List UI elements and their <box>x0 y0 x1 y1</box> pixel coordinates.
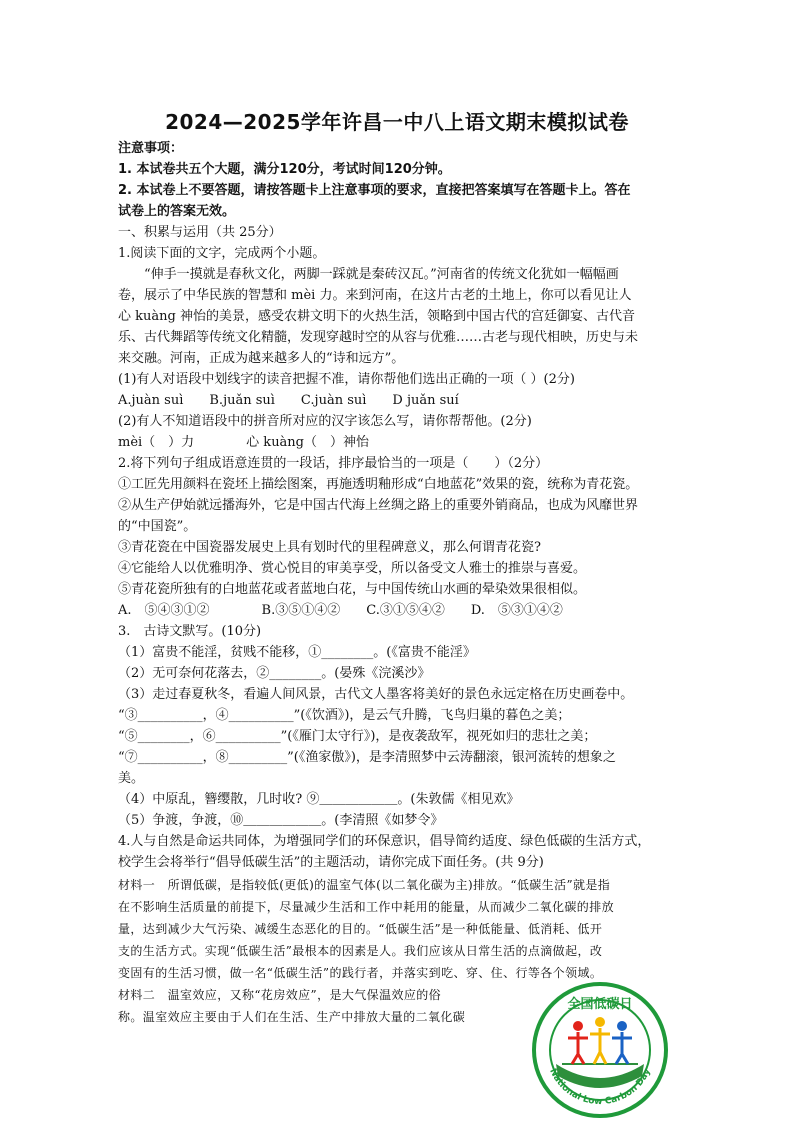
q1-passage-line: 卷，展示了中华民族的智慧和 mèi 力。来到河南，在这片古老的土地上，你可以看见让人 <box>118 288 632 303</box>
q2-options: A. ⑤④③①② B.③⑤①④② C.③①⑤④② D. ⑤③①④② <box>118 603 563 618</box>
q2-sentence: ③青花瓷在中国瓷器发展史上具有划时代的里程碑意义，那么何谓青花瓷? <box>118 540 541 555</box>
q3-line: （1）富贵不能淫，贫贱不能移，①________。(《富贵不能淫》 <box>118 645 476 660</box>
q3-line: 美。 <box>118 771 145 786</box>
q1-sub1: (1)有人对语段中划线字的读音把握不准，请你帮他们选出正确的一项（ ）(2分) <box>118 372 575 387</box>
q1-sub2-blanks: mèi（ ）力 心 kuàng（ ）神怡 <box>118 435 370 450</box>
notice-item-2: 2. 本试卷上不要答题，请按答题卡上注意事项的要求，直接把答案填写在答题卡上。答在 <box>118 183 631 198</box>
q3-line: （3）走过春夏秋冬，看遍人间风景，古代文人墨客将美好的景色永远定格在历史画卷中。 <box>118 687 634 702</box>
low-carbon-day-logo-icon <box>518 980 682 1120</box>
q3-line: （2）无可奈何花落去，②________。(晏殊《浣溪沙》 <box>118 666 431 681</box>
q1-passage-line: 乐、古代舞蹈等传统文化精髓，发现穿越时空的从容与优雅……古老与现代相映，历史与未 <box>118 330 639 345</box>
q3-line: （5）争渡，争渡，⑩＿＿＿＿＿＿。(李清照《如梦令》 <box>118 813 444 828</box>
notice-item-1: 1. 本试卷共五个大题，满分120分，考试时间120分钟。 <box>118 162 451 177</box>
q4-stem: 4.人与自然是命运共同体，为增强同学们的环保意识，倡导简约适度、绿色低碳的生活方式， <box>118 834 651 849</box>
q1-sub2: (2)有人不知道语段中的拼音所对应的汉字该怎么写，请你帮帮他。(2分) <box>118 414 532 429</box>
q1-passage-line: 心 kuàng 神怡的美景，感受农耕文明下的火热生活，领略到中国古代的宫廷御宴、古代音 <box>118 309 635 324</box>
q3-line: “⑦__________，⑧_________”(《渔家傲》)，是李清照梦中云涛翻滚，银河流转的想象之 <box>118 750 616 765</box>
page-title: 2024—2025学年许昌一中八上语文期末模拟试卷 <box>165 110 629 134</box>
q3-stem: 3. 古诗文默写。(10分) <box>118 624 262 639</box>
q1-sub1-options: A.juàn suì B.juǎn suì C.juàn suì D juǎn suí <box>118 393 459 408</box>
q1-stem: 1.阅读下面的文字，完成两个小题。 <box>118 246 326 261</box>
material-2-line: 称。温室效应主要由于人们在生活、生产中排放大量的二氧化碳 <box>118 1010 466 1024</box>
q2-stem: 2.将下列句子组成语意连贯的一段话，排序最恰当的一项是（ ）（2分） <box>118 456 549 471</box>
notice-item-2-cont: 试卷上的答案无效。 <box>118 204 236 219</box>
q2-sentence: ④它能给人以优雅明净、赏心悦目的审美享受，所以备受文人雅士的推崇与喜爱。 <box>118 561 587 576</box>
logo-top-text: 全国低碳日 <box>567 997 633 1012</box>
material-1-line: 变固有的生活习惯，做一名“低碳生活”的践行者，并落实到吃、穿、住、行等各个领域。 <box>118 966 603 980</box>
q2-sentence: ①工匠先用颜料在瓷坯上描绘图案，再施透明釉形成“白地蓝花”效果的瓷，统称为青花瓷。 <box>118 477 639 492</box>
q1-passage-line: 来交融。河南，正成为越来越多人的“诗和远方”。 <box>118 351 405 366</box>
material-1-line: 量，达到减少大气污染、减缓生态恶化的目的。“低碳生活”是一种低能量、低消耗、低开 <box>118 922 603 936</box>
q3-line: “③__________，④__________”(《饮酒》)，是云气升腾，飞鸟归巢的暮色之美； <box>118 708 571 723</box>
q1-passage-line: “伸手一摸就是春秋文化，两脚一踩就是秦砖汉瓦。”河南省的传统文化犹如一幅幅画 <box>118 267 619 282</box>
q3-line: （4）中原乱，簪缨散，几时收? ⑨＿＿＿＿＿＿。(朱敦儒《相见欢》 <box>118 792 520 807</box>
material-1-line: 在不影响生活质量的前提下，尽量减少生活和工作中耗用的能量，从而减少二氧化碳的排放 <box>118 900 615 914</box>
material-1-line: 支的生活方式。实现“低碳生活”最根本的因素是人。我们应该从日常生活的点滴做起，改 <box>118 944 603 958</box>
q2-sentence: ⑤青花瓷所独有的白地蓝花或者蓝地白花，与中国传统山水画的晕染效果很相似。 <box>118 582 587 597</box>
section-heading: 一、积累与运用（共 25分） <box>118 225 282 240</box>
q2-sentence: ②从生产伊始就远播海外，它是中国古代海上丝绸之路上的重要外销商品，也成为风靡世界 <box>118 498 639 513</box>
notice-heading: 注意事项： <box>118 141 184 156</box>
logo-ring-text: National Low Carbon Day <box>547 1067 653 1108</box>
q2-sentence: 的“中国瓷”。 <box>118 519 197 534</box>
material-1-line: 材料一 所谓低碳，是指较低(更低)的温室气体(以二氧化碳为主)排放。“低碳生活”就是指 <box>118 878 611 892</box>
q3-line: “⑤________，⑥__________”(《雁门太守行》)，是夜袭敌军，视死如归的悲壮之美； <box>118 729 597 744</box>
material-2-line: 材料二 温室效应，又称“花房效应”，是大气保温效应的俗 <box>118 988 442 1002</box>
q4-stem-cont: 校学生会将举行“倡导低碳生活”的主题活动，请你完成下面任务。(共 9分) <box>118 855 544 870</box>
